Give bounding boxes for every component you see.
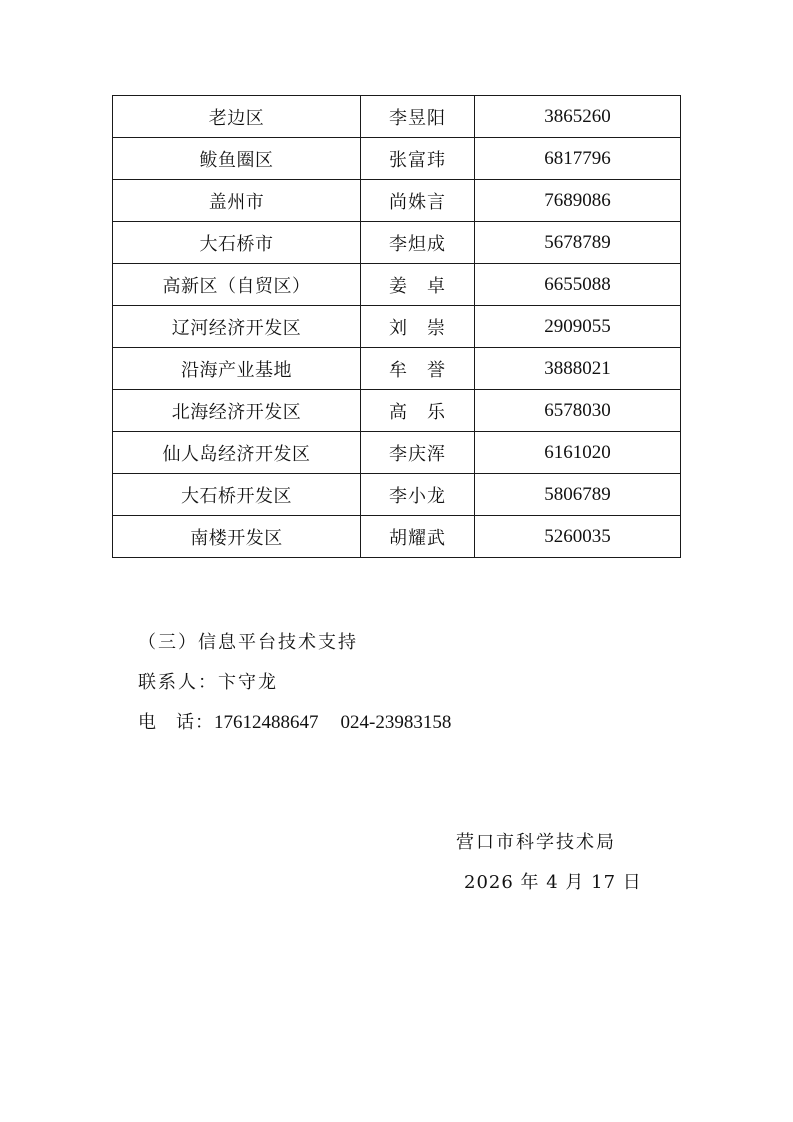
phone-cell: 5806789 bbox=[475, 474, 681, 516]
area-cell: 大石桥开发区 bbox=[113, 474, 361, 516]
contact-name-cell: 姜 卓 bbox=[361, 264, 475, 306]
area-cell: 大石桥市 bbox=[113, 222, 361, 264]
contact-name-cell: 胡耀武 bbox=[361, 516, 475, 558]
contact-name-cell: 张富玮 bbox=[361, 138, 475, 180]
contact-name-cell: 尚姝言 bbox=[361, 180, 475, 222]
contact-name-cell: 李昱阳 bbox=[361, 96, 475, 138]
table-row bbox=[113, 306, 681, 348]
table-row bbox=[113, 474, 681, 516]
contact-table bbox=[112, 95, 681, 558]
area-cell: 盖州市 bbox=[113, 180, 361, 222]
phone-cell: 6655088 bbox=[475, 264, 681, 306]
phone-cell: 6161020 bbox=[475, 432, 681, 474]
phone-cell: 3888021 bbox=[475, 348, 681, 390]
area-cell: 南楼开发区 bbox=[113, 516, 361, 558]
contact-name-cell: 刘 崇 bbox=[361, 306, 475, 348]
area-cell: 鲅鱼圈区 bbox=[113, 138, 361, 180]
table-row bbox=[113, 516, 681, 558]
contact-name-cell: 李庆浑 bbox=[361, 432, 475, 474]
area-cell: 老边区 bbox=[113, 96, 361, 138]
table-row bbox=[113, 264, 681, 306]
area-cell: 仙人岛经济开发区 bbox=[113, 432, 361, 474]
table-row bbox=[113, 96, 681, 138]
signature-date: 2026 年 4 月 17 日 bbox=[464, 872, 642, 893]
area-cell: 沿海产业基地 bbox=[113, 348, 361, 390]
phone-cell: 3865260 bbox=[475, 96, 681, 138]
table-row bbox=[113, 180, 681, 222]
phone-cell: 5260035 bbox=[475, 516, 681, 558]
phone-cell: 5678789 bbox=[475, 222, 681, 264]
tech-support-phone bbox=[138, 708, 451, 734]
table-row bbox=[113, 222, 681, 264]
contact-name-cell: 高 乐 bbox=[361, 390, 475, 432]
phone-label: 电 话： bbox=[138, 712, 214, 733]
contact-label: 联系人： bbox=[138, 672, 218, 693]
landline-number: 024-23983158 bbox=[340, 712, 452, 733]
table-row bbox=[113, 348, 681, 390]
contact-name-cell: 牟 誉 bbox=[361, 348, 475, 390]
contact-table-body bbox=[113, 96, 681, 558]
area-cell: 北海经济开发区 bbox=[113, 390, 361, 432]
contact-name-cell: 李炟成 bbox=[361, 222, 475, 264]
table-row bbox=[113, 138, 681, 180]
phone-cell: 6817796 bbox=[475, 138, 681, 180]
phone-cell: 7689086 bbox=[475, 180, 681, 222]
table-row bbox=[113, 432, 681, 474]
phone-cell: 2909055 bbox=[475, 306, 681, 348]
table-row bbox=[113, 390, 681, 432]
contact-name: 卞守龙 bbox=[218, 672, 278, 693]
signature-organization: 营口市科学技术局 bbox=[456, 832, 616, 853]
area-cell: 辽河经济开发区 bbox=[113, 306, 361, 348]
mobile-number: 17612488647 bbox=[214, 712, 319, 733]
contact-name-cell: 李小龙 bbox=[361, 474, 475, 516]
tech-support-contact bbox=[138, 668, 278, 694]
area-cell: 高新区（自贸区） bbox=[113, 264, 361, 306]
phone-cell: 6578030 bbox=[475, 390, 681, 432]
tech-support-heading: （三）信息平台技术支持 bbox=[138, 632, 358, 653]
